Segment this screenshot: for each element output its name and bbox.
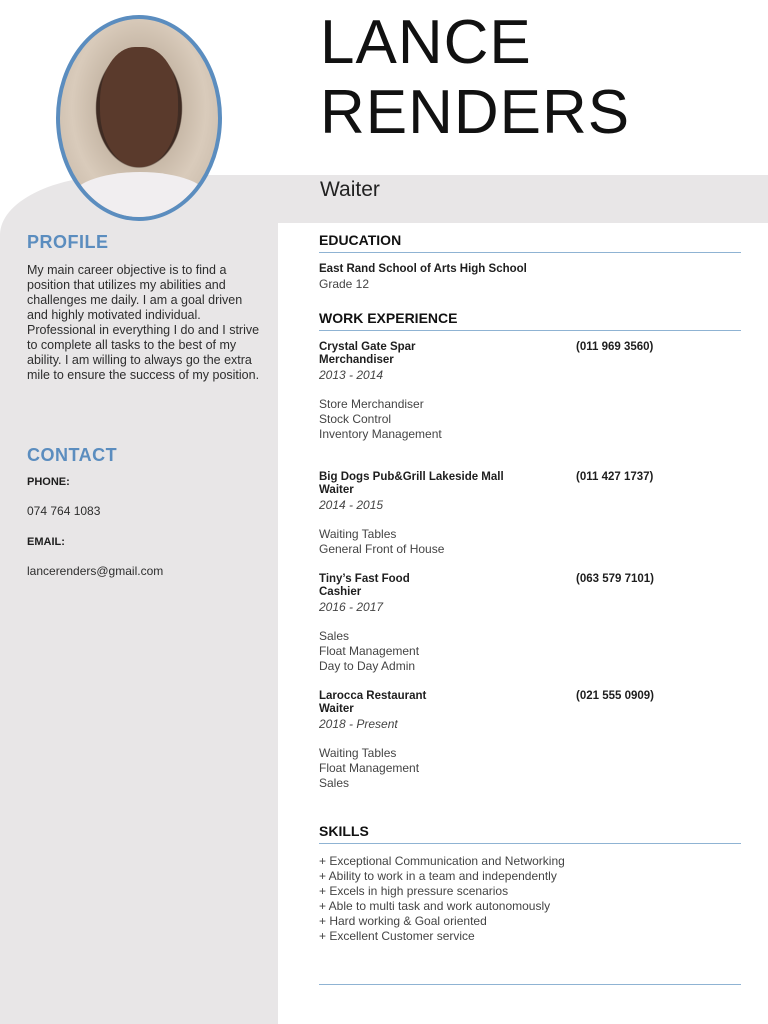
- education-heading: EDUCATION: [319, 232, 741, 253]
- job-duty: Sales: [319, 776, 350, 790]
- profile-photo: [56, 15, 222, 221]
- job-duty: Day to Day Admin: [319, 659, 416, 673]
- job-duty: Inventory Management: [319, 427, 442, 441]
- email-value[interactable]: lancerenders@gmail.com: [27, 564, 164, 578]
- job-dates: 2018 - Present: [319, 717, 398, 731]
- job-entry: [319, 471, 741, 557]
- job-company: Tiny’s Fast Food: [319, 573, 410, 585]
- job-company: Crystal Gate Spar: [319, 341, 416, 353]
- job-phone: (011 427 1737): [576, 471, 654, 483]
- job-company: Larocca Restaurant: [319, 690, 427, 702]
- job-duties: [319, 527, 741, 557]
- skill-item: + Hard working & Goal oriented: [319, 914, 487, 928]
- job-entry: [319, 341, 741, 442]
- skill-item: + Exceptional Communication and Networking: [319, 854, 565, 868]
- job-phone: (021 555 0909): [576, 690, 655, 702]
- email-label: EMAIL:: [27, 536, 65, 548]
- work-section: [319, 310, 741, 791]
- skill-item: + Able to multi task and work autonomously: [319, 899, 551, 913]
- name-line-2: RENDERS: [320, 78, 631, 147]
- name-line-1: LANCE: [320, 8, 532, 77]
- job-title: Waiter: [320, 178, 380, 201]
- job-phone: (011 969 3560): [576, 341, 654, 353]
- skills-section: [319, 823, 741, 944]
- photo-shirt: [70, 172, 210, 221]
- skills-list: [319, 854, 741, 944]
- education-grade: Grade 12: [319, 277, 370, 291]
- job-phone: (063 579 7101): [576, 573, 655, 585]
- job-duty: Waiting Tables: [319, 746, 397, 760]
- job-duty: Waiting Tables: [319, 527, 397, 541]
- skill-item: + Ability to work in a team and independently: [319, 869, 557, 883]
- job-role: Cashier: [319, 586, 362, 598]
- contact-heading: CONTACT: [27, 445, 118, 465]
- job-duty: Sales: [319, 629, 350, 643]
- candidate-name: [320, 8, 630, 148]
- skill-item: + Excels in high pressure scenarios: [319, 884, 509, 898]
- phone-label: PHONE:: [27, 476, 70, 488]
- job-role: Merchandiser: [319, 354, 394, 366]
- title-band: [200, 175, 768, 223]
- main-column: [319, 232, 741, 944]
- job-duty: Float Management: [319, 761, 420, 775]
- job-duties: [319, 746, 741, 791]
- work-heading: WORK EXPERIENCE: [319, 310, 741, 331]
- job-dates: 2013 - 2014: [319, 368, 384, 382]
- photo-head: [100, 47, 178, 167]
- job-role: Waiter: [319, 703, 354, 715]
- job-duties: [319, 629, 741, 674]
- profile-section: [27, 232, 262, 383]
- education-school: East Rand School of Arts High School: [319, 263, 527, 275]
- job-duties: [319, 397, 741, 442]
- skill-item: + Excellent Customer service: [319, 929, 475, 943]
- contact-section: [27, 445, 262, 596]
- job-company: Big Dogs Pub&Grill Lakeside Mall: [319, 471, 504, 483]
- profile-text: My main career objective is to find a position that utilizes my abilities and challenges me daily. I am a goal driven and highly motivated individual. Professional in everything I do and I strive to complete all tasks to the best of my ability. I am willing to always go the extra mile to ensure the success of my position.: [27, 263, 260, 382]
- job-entry: [319, 573, 741, 674]
- education-section: [319, 232, 741, 291]
- job-duty: General Front of House: [319, 542, 445, 556]
- phone-value: 074 764 1083: [27, 504, 101, 518]
- job-duty: Float Management: [319, 644, 420, 658]
- job-duty: Store Merchandiser: [319, 397, 424, 411]
- job-role: Waiter: [319, 484, 354, 496]
- bottom-divider: [319, 984, 741, 985]
- job-duty: Stock Control: [319, 412, 392, 426]
- skills-heading: SKILLS: [319, 823, 741, 844]
- profile-heading: PROFILE: [27, 232, 109, 252]
- job-dates: 2014 - 2015: [319, 498, 384, 512]
- job-entry: [319, 690, 741, 791]
- job-dates: 2016 - 2017: [319, 600, 384, 614]
